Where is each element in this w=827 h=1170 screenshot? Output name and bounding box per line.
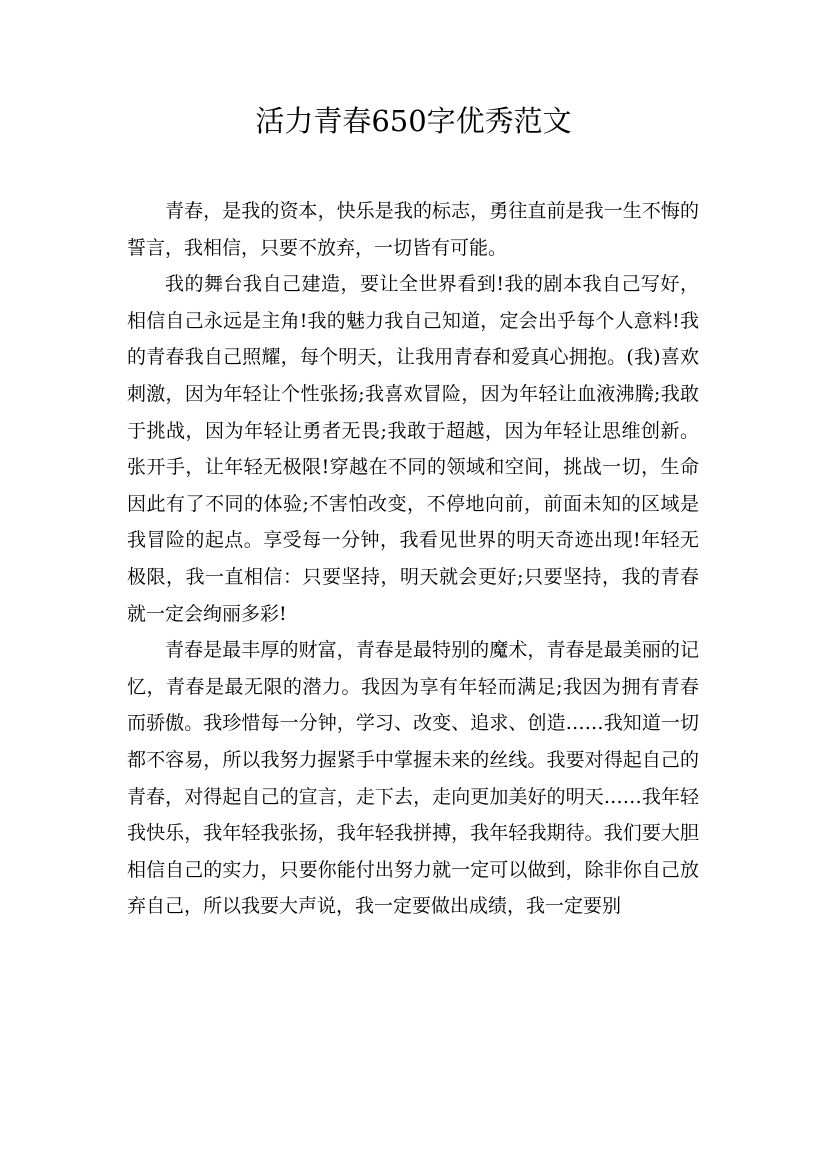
paragraph-2: 我的舞台我自己建造，要让全世界看到!我的剧本我自己写好，相信自己永远是主角!我的魅力我自己知道，定会出乎每个人意料!我的青春我自己照耀，每个明天，让我用青春和爱真心拥抱。(我)喜欢刺激，因为年轻让个性张扬;我喜欢冒险，因为年轻让血液沸腾;我敢于挑战，因为年轻让勇者无畏;我敢于超越，因为年轻让思维创新。张开手，让年轻无极限!穿越在不同的领域和空间，挑战一切，生命因此有了不同的体验;不害怕改变，不停地向前，前面未知的区域是我冒险的起点。享受每一分钟，我看见世界的明天奇迹出现!年轻无极限，我一直相信：只要坚持，明天就会更好;只要坚持，我的青春就一定会绚丽多彩!: [127, 273, 699, 625]
paragraph-3: 青春是最丰厚的财富，青春是最特别的魔术，青春是最美丽的记忆，青春是最无限的潜力。我因为享有年轻而满足;我因为拥有青春而骄傲。我珍惜每一分钟，学习、改变、追求、创造……我知道一切都不容易，所以我努力握紧手中掌握未来的丝线。我要对得起自己的青春，对得起自己的宣言，走下去，走向更加美好的明天……我年轻我快乐，我年轻我张扬，我年轻我拼搏，我年轻我期待。我们要大胆相信自己的实力，只要你能付出努力就一定可以做到，除非你自己放弃自己，所以我要大声说，我一定要做出成绩，我一定要别: [127, 639, 699, 918]
document-title: 活力青春650字优秀范文: [255, 104, 572, 138]
paragraph-1: 青春，是我的资本，快乐是我的标志，勇往直前是我一生不悔的誓言，我相信，只要不放弃，一切皆有可能。: [127, 200, 699, 259]
document-body: [127, 193, 699, 925]
